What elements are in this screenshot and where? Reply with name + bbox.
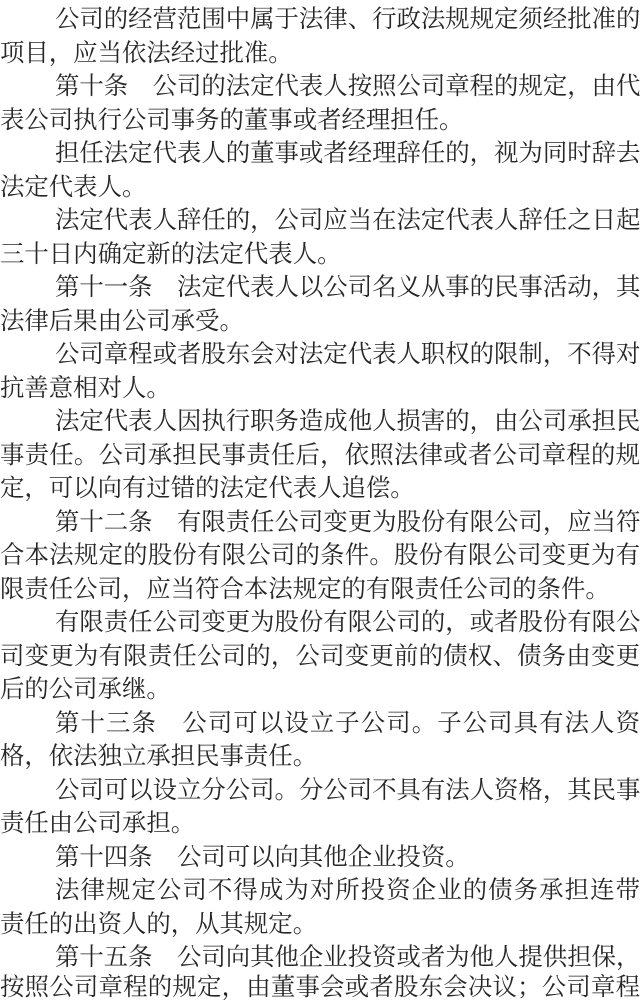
text-line: 第十二条 有限责任公司变更为股份有限公司，应当符 [55, 507, 640, 536]
text-line: 第十一条 法定代表人以公司名义从事的民事活动，其 [55, 272, 640, 301]
text-line: 法律后果由公司承受。 [0, 306, 244, 335]
text-line: 公司的经营范围中属于法律、行政法规规定须经批准的 [55, 4, 640, 33]
text-line: 格，依法独立承担民事责任。 [0, 741, 318, 770]
text-line: 表公司执行公司事务的董事或者经理担任。 [0, 105, 464, 134]
text-line: 三十日内确定新的法定代表人。 [0, 239, 342, 268]
text-line: 第十四条 公司可以向其他企业投资。 [55, 842, 470, 871]
text-line: 限责任公司，应当符合本法规定的有限责任公司的条件。 [0, 574, 610, 603]
text-line: 事责任。公司承担民事责任后，依照法律或者公司章程的规 [0, 440, 640, 469]
text-line: 担任法定代表人的董事或者经理辞任的，视为同时辞去 [55, 138, 640, 167]
text-line: 第十五条 公司向其他企业投资或者为他人提供担保， [55, 942, 640, 971]
text-line: 法定代表人。 [0, 172, 147, 201]
text-line: 后的公司承继。 [0, 674, 171, 703]
text-line: 责任由公司承担。 [0, 808, 196, 837]
text-line: 抗善意相对人。 [0, 373, 171, 402]
text-line: 合本法规定的股份有限公司的条件。股份有限公司变更为有 [0, 540, 640, 569]
text-line: 司变更为有限责任公司的，公司变更前的债权、债务由变更 [0, 641, 640, 670]
text-line: 责任的出资人的，从其规定。 [0, 909, 318, 938]
text-line: 法律规定公司不得成为对所投资企业的债务承担连带 [55, 875, 640, 904]
text-line: 公司可以设立分公司。分公司不具有法人资格，其民事 [55, 775, 640, 804]
text-line: 公司章程或者股东会对法定代表人职权的限制，不得对 [55, 339, 640, 368]
text-line: 按照公司章程的规定，由董事会或者股东会决议；公司章程 [0, 972, 640, 1001]
text-line: 有限责任公司变更为股份有限公司的，或者股份有限公 [55, 607, 640, 636]
text-line: 法定代表人辞任的，公司应当在法定代表人辞任之日起 [55, 205, 640, 234]
text-line: 第十条 公司的法定代表人按照公司章程的规定，由代 [55, 71, 640, 100]
text-line: 法定代表人因执行职务造成他人损害的，由公司承担民 [55, 406, 640, 435]
text-line: 项目，应当依法经过批准。 [0, 38, 293, 67]
text-line: 定，可以向有过错的法定代表人追偿。 [0, 473, 415, 502]
text-line: 第十三条 公司可以设立子公司。子公司具有法人资 [55, 708, 640, 737]
